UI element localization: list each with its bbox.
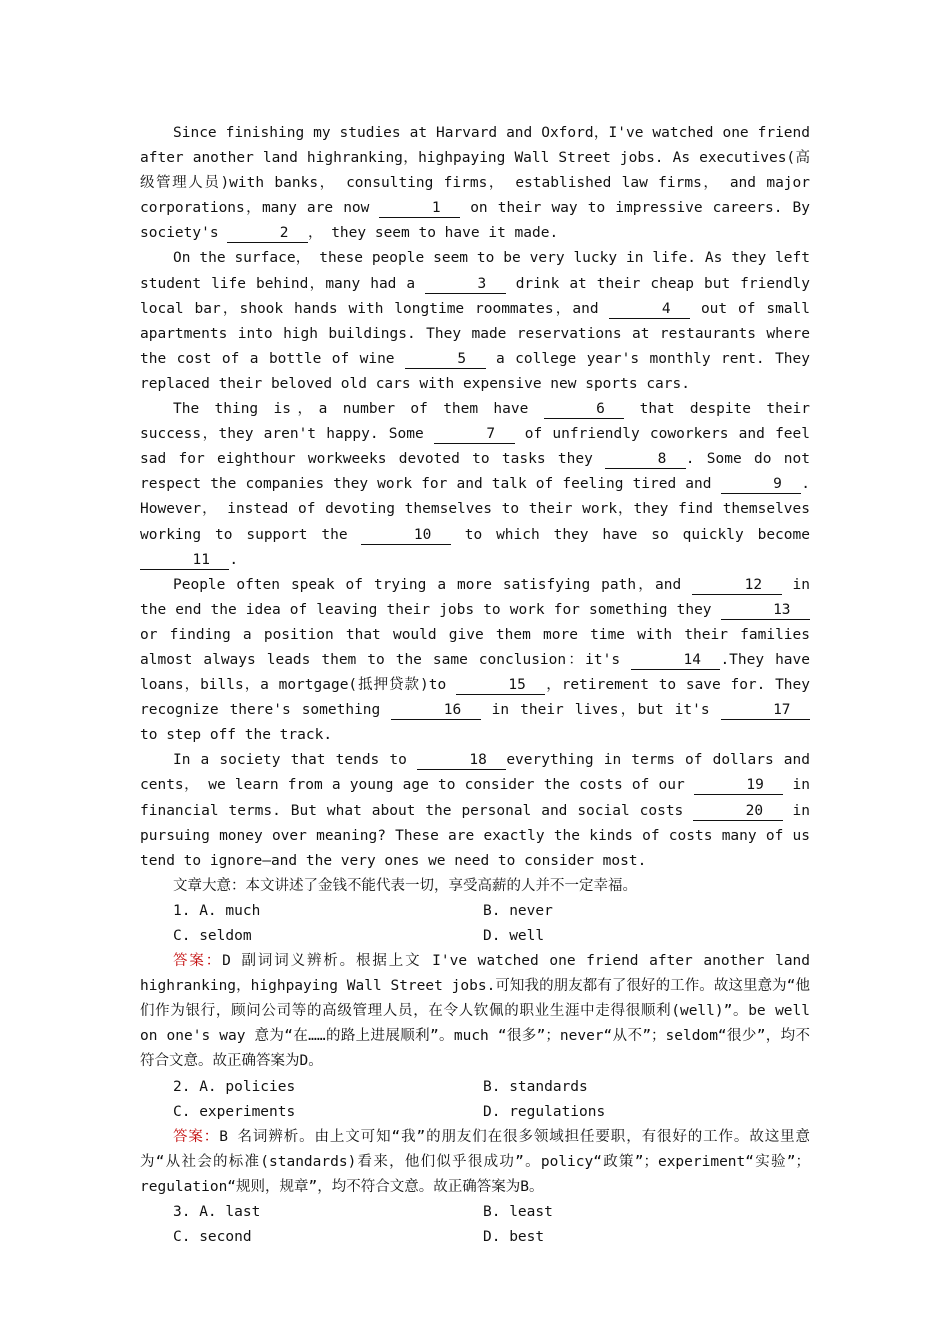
passage-text: ，retirement to save for. They recognize there's something	[140, 677, 810, 719]
passage-text: in their lives，but it's	[480, 702, 721, 719]
passage-text: a college year's monthly rent. They replaced their beloved old cars with expensive new sports cars.	[140, 350, 810, 392]
passage-text: in pursuing money over meaning? These are exactly the kinds of costs many of us tend to ignore—and the very ones we need to consider most.	[140, 802, 810, 869]
answer-text: B 名词辨析。由上文可知“我”的朋友们在很多领域担任要职，有很好的工作。故这里意为“从社会的标准(standards)看来，他们似乎很成功”。policy“政策”；experiment“实验”；regulation“规则，规章”，均不符合文意。故正确答案为B。	[140, 1128, 811, 1195]
passage-paragraph-5	[140, 748, 810, 873]
question-1-option-b: B. never	[483, 902, 553, 919]
passage-text: to step off the track.	[140, 727, 333, 744]
passage-text: in the end the idea of leaving their jobs to work for something they	[140, 576, 810, 618]
blank-8: 8	[605, 450, 686, 469]
blank-14: 14	[631, 651, 720, 670]
passage-text: on their way to impressive careers. By society's	[140, 200, 810, 242]
passage-text: . However， instead of devoting themselves to their work，they find themselves working to support the	[140, 476, 810, 543]
blank-10: 10	[361, 526, 450, 545]
blank-20: 20	[693, 802, 782, 821]
question-1-option-c: C. seldom	[173, 928, 252, 944]
question-2-option-d: D. regulations	[483, 1103, 606, 1120]
passage-text: . Some do not respect the companies they work for and talk of feeling tired and	[140, 451, 810, 493]
blank-3: 3	[425, 275, 506, 294]
question-1-option-d: D. well	[483, 928, 545, 944]
blank-5: 5	[405, 350, 486, 369]
blank-11: 11	[140, 551, 229, 570]
question-3-options-row-2	[140, 1225, 810, 1250]
blank-7: 7	[434, 425, 515, 444]
question-3-option-b: B. least	[483, 1204, 553, 1221]
passage-paragraph-4	[140, 573, 810, 749]
blank-4: 4	[609, 300, 690, 319]
answer-label: 答案：	[173, 1128, 220, 1145]
passage-text: ， they seem to have it made.	[307, 225, 559, 242]
passage-text: .	[229, 551, 239, 568]
passage-text: out of small apartments into high buildings. They made reservations at restaurants where the cost of a bottle of wine	[140, 300, 810, 367]
question-3-option-d: D. best	[483, 1229, 545, 1246]
passage-text: On the surface， these people seem to be very lucky in life. As they left student life behind，many had a	[140, 250, 810, 292]
blank-6: 6	[544, 400, 625, 419]
blank-19: 19	[694, 776, 783, 795]
passage-text: drink at their cheap but friendly local bar，shook hands with longtime roommates，and	[140, 275, 810, 317]
answer-label: 答案：	[173, 953, 223, 970]
document-page	[140, 121, 810, 1250]
question-1-options-row-2	[140, 924, 810, 949]
passage-paragraph-3	[140, 397, 810, 573]
question-3-option-a: 3. A. last	[173, 1204, 261, 1221]
question-2-options-row-2	[140, 1100, 810, 1125]
question-1-options-row-1	[140, 899, 810, 924]
blank-18: 18	[417, 751, 506, 770]
question-3-options-row-1	[140, 1200, 810, 1225]
question-1-option-a: 1. A. much	[173, 902, 261, 919]
passage-text: or finding a position that would give them more time with their families almost always leads them to the same conclusion：it's	[140, 626, 810, 668]
blank-12: 12	[692, 576, 781, 595]
blank-9: 9	[721, 475, 802, 494]
passage-text: In a society that tends to	[173, 752, 417, 769]
question-3-option-c: C. second	[173, 1229, 252, 1246]
passage-summary: 文章大意：本文讲述了金钱不能代表一切，享受高薪的人并不一定幸福。	[173, 877, 637, 894]
question-2-option-a: 2. A. policies	[173, 1078, 296, 1095]
blank-13: 13	[721, 601, 810, 620]
passage-text: The thing is，a number of them have	[173, 401, 544, 418]
passage-text: in financial terms. But what about the personal and social costs	[140, 777, 810, 819]
blank-15: 15	[456, 676, 545, 695]
question-1-answer	[140, 949, 810, 1074]
question-2-option-c: C. experiments	[173, 1103, 296, 1120]
passage-paragraph-2	[140, 246, 810, 397]
blank-17: 17	[721, 701, 810, 720]
blank-1: 1	[379, 199, 460, 218]
blank-16: 16	[391, 701, 480, 720]
passage-text: to which they have so quickly become	[450, 526, 810, 543]
passage-text: that despite their success，they aren't happy. Some	[140, 401, 810, 443]
passage-text: Since finishing my studies at Harvard and Oxford，I've watched one friend after another land highranking，highpaying Wall Street jobs. As executives(高级管理人员)with banks， consulting firms， established law firms， and major corporations，many are now	[140, 125, 810, 217]
answer-text: D 副词词义辨析。根据上文 I've watched one friend after another land highranking，highpaying Wall Street jobs.可知我的朋友都有了很好的工作。故这里意为“他们作为银行，顾问公司等的高级管理人员，在令人钦佩的职业生涯中走得很顺利(well)”。be well on one's way 意为“在……的路上进展顺利”。much “很多”；never“从不”；seldom“很少”，均不符合文意。故正确答案为D。	[140, 953, 811, 1070]
passage-text: .They have loans，bills，a mortgage(抵押贷款)to	[140, 651, 810, 694]
passage-paragraph-1	[140, 121, 810, 246]
passage-text: everything in terms of dollars and cents， we learn from a young age to consider the costs of our	[140, 752, 811, 794]
question-2-option-b: B. standards	[483, 1078, 588, 1095]
passage-text: of unfriendly coworkers and feel sad for eighthour workweeks devoted to tasks they	[140, 426, 810, 468]
question-2-options-row-1	[140, 1075, 810, 1100]
blank-2: 2	[227, 224, 308, 243]
question-2-answer	[140, 1125, 810, 1200]
passage-text: People often speak of trying a more satisfying path，and	[173, 576, 693, 593]
